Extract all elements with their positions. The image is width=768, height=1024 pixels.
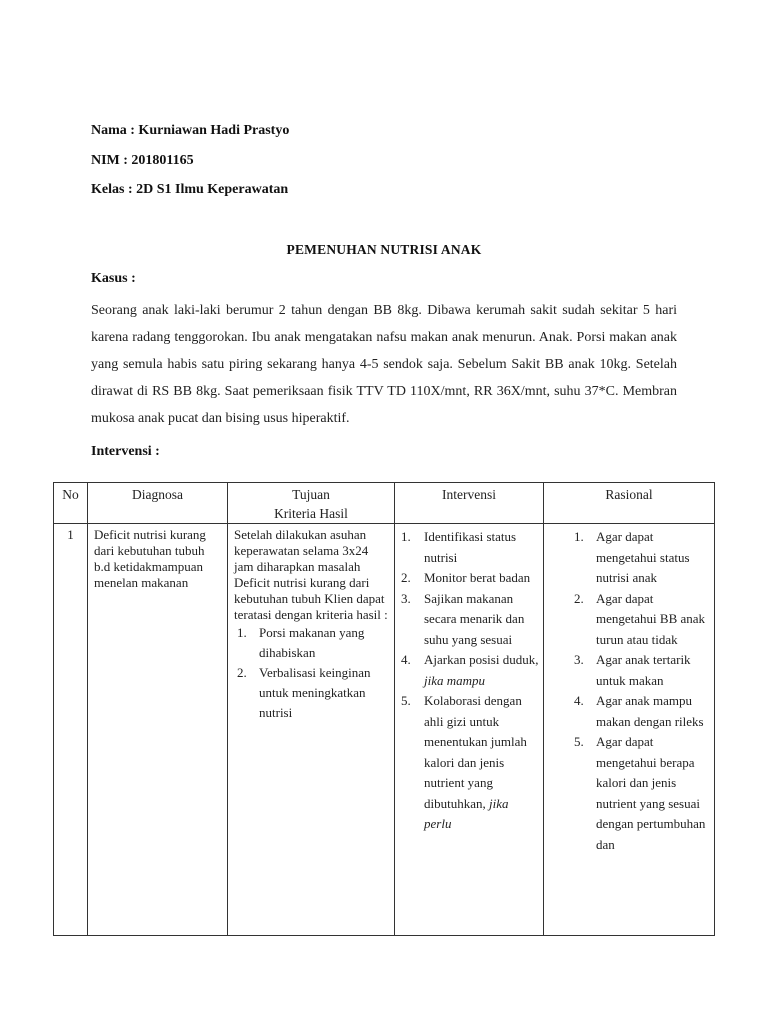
- student-nim: NIM : 201801165: [91, 153, 194, 168]
- header-diagnosa: Diagnosa: [88, 483, 228, 524]
- rasional-list: [544, 524, 714, 855]
- list-number: 5.: [401, 693, 411, 708]
- header-intervensi: Intervensi: [395, 483, 544, 524]
- list-text: Agar anak tertarik untuk makan: [596, 652, 691, 688]
- student-name: Nama : Kurniawan Hadi Prastyo: [91, 123, 290, 138]
- kasus-heading: Kasus :: [91, 271, 136, 286]
- list-item: [574, 650, 710, 691]
- list-item: [401, 650, 539, 691]
- tujuan-intro-text: Setelah dilakukan asuhan keperawatan selama 3x24 jam diharapkan masalah Deficit nutrisi kurang dari kebutuhan tubuh Klien dapat teratasi dengan kriteria hasil :: [234, 527, 388, 622]
- tujuan-intro: [228, 524, 394, 723]
- list-number: 2.: [401, 570, 411, 585]
- student-class: Kelas : 2D S1 Ilmu Keperawatan: [91, 182, 289, 197]
- header-tujuan-line2: Kriteria Hasil: [274, 506, 348, 521]
- list-number: 3.: [401, 590, 411, 606]
- list-text: Monitor berat badan: [424, 570, 531, 585]
- table-row: [54, 524, 715, 936]
- header-tujuan: [228, 483, 395, 524]
- list-italic-note: jika perlu: [424, 795, 509, 831]
- list-text: Verbalisasi keinginan untuk meningkatkan nutrisi: [259, 665, 371, 720]
- list-number: 2.: [237, 665, 247, 680]
- list-number: 4.: [401, 652, 411, 667]
- kasus-text: Seorang anak laki-laki berumur 2 tahun dengan BB 8kg. Dibawa kerumah sakit sudah sekitar 5 hari karena radang tenggorokan. Ibu anak mengatakan nafsu makan anak menurun. Anak. Porsi makan anak yang semula habis satu piring sekarang hanya 4-5 sendok saja. Sebelum Sakit BB anak 10kg. Setelah dirawat di RS BB 8kg. Saat pemeriksaan fisik TTV TD 110X/mnt, RR 36X/mnt, suhu 37*C. Membran mukosa anak pucat dan bising usus hiperaktif.: [91, 303, 677, 426]
- list-text: Ajarkan posisi duduk,: [424, 652, 539, 667]
- list-text: Agar dapat mengetahui berapa kalori dan jenis nutrient yang sesuai dengan pertumbuhan dan: [596, 734, 706, 852]
- list-italic-note: jika mampu: [424, 672, 486, 688]
- cell-no: 1: [54, 524, 88, 936]
- header-rasional: Rasional: [544, 483, 715, 524]
- list-item: [401, 568, 539, 589]
- header-tujuan-line1: Tujuan: [292, 487, 330, 502]
- list-item: [574, 589, 710, 651]
- list-text: Kolaborasi dengan ahli gizi untuk menentukan jumlah kalori dan jenis nutrient yang dibutuhkan,: [424, 693, 527, 811]
- list-number: 1.: [237, 625, 247, 640]
- list-number: 3.: [574, 652, 584, 667]
- intervensi-heading: Intervensi :: [91, 444, 160, 459]
- list-item: [237, 663, 390, 723]
- list-text: Identifikasi status nutrisi: [424, 529, 517, 565]
- list-number: 4.: [574, 693, 584, 708]
- intervensi-list: [395, 524, 543, 835]
- list-item: [401, 527, 539, 568]
- list-item: [574, 732, 710, 855]
- cell-intervensi: [395, 524, 544, 936]
- cell-tujuan: [228, 524, 395, 936]
- list-text: Agar dapat mengetahui BB anak turun atau tidak: [596, 590, 706, 647]
- list-item: [574, 691, 710, 732]
- list-item: [237, 623, 390, 663]
- care-plan-table: [53, 482, 715, 936]
- list-text: Porsi makanan yang dihabiskan: [259, 625, 365, 660]
- list-text: Sajikan makanan secara menarik dan suhu yang sesuai: [424, 590, 525, 647]
- cell-rasional: [544, 524, 715, 936]
- diagnosa-text: Deficit nutrisi kurang dari kebutuhan tubuh b.d ketidakmampuan menelan makanan: [94, 527, 206, 590]
- list-number: 2.: [574, 590, 584, 606]
- document-title: PEMENUHAN NUTRISI ANAK: [286, 242, 482, 257]
- kriteria-list: [234, 623, 390, 723]
- list-number: 5.: [574, 734, 584, 749]
- list-text: Agar anak mampu makan dengan rileks: [596, 693, 704, 729]
- list-number: 1.: [401, 529, 411, 544]
- list-item: [574, 527, 710, 589]
- list-item: [401, 691, 539, 835]
- list-text: Agar dapat mengetahui status nutrisi anak: [596, 529, 690, 585]
- header-no: No: [54, 483, 88, 524]
- list-item: [401, 589, 539, 651]
- list-number: 1.: [574, 529, 584, 544]
- cell-diagnosa: [88, 524, 228, 936]
- table-header-row: [54, 483, 715, 524]
